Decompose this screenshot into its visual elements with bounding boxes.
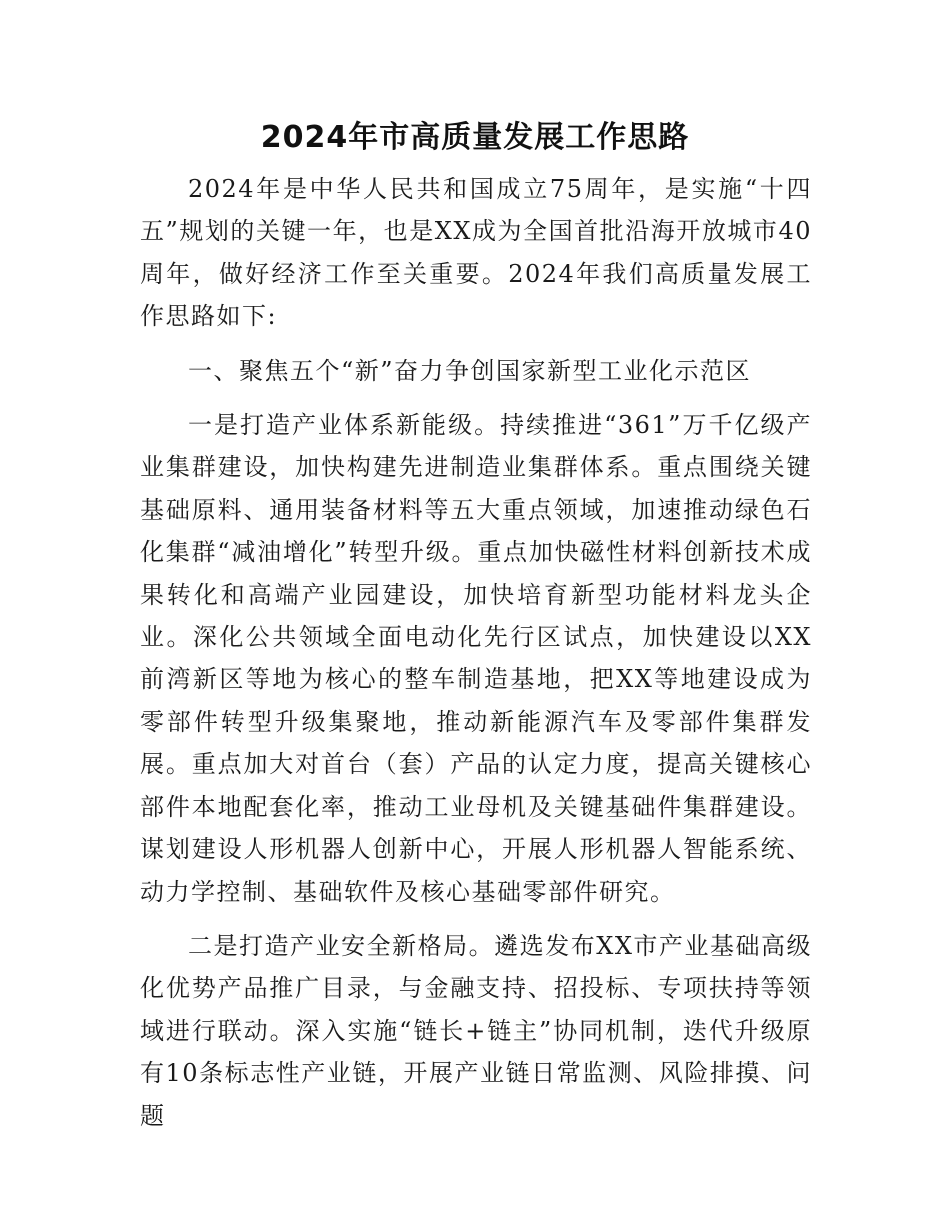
paragraph-industry-system: 一是打造产业体系新能级。持续推进“361”万千亿级产业集群建设，加快构建先进制造业集群体系。重点围绕关键基础原料、通用装备材料等五大重点领域，加速推动绿色石化集群“减油增化”转型升级。重点加快磁性材料创新技术成果转化和高端产业园建设，加快培育新型功能材料龙头企业。深化公共领域全面电动化先行区试点，加快建设以XX前湾新区等地为核心的整车制造基地，把XX等地建设成为零部件转型升级集聚地，推动新能源汽车及零部件集群发展。重点加大对首台（套）产品的认定力度，提高关键核心部件本地配套化率，推动工业母机及关键基础件集群建设。谋划建设人形机器人创新中心，开展人形机器人智能系统、动力学控制、基础软件及核心基础零部件研究。: [140, 411, 812, 906]
section-heading: 一、聚焦五个“新”奋力争创国家新型工业化示范区: [188, 356, 752, 385]
intro-paragraph: 2024年是中华人民共和国成立75周年，是实施“十四五”规划的关键一年，也是XX成为全国首批沿海开放城市40周年，做好经济工作至关重要。2024年我们高质量发展工作思路如下:: [140, 175, 812, 331]
document-body: [140, 168, 812, 1149]
paragraph-industry-security: 二是打造产业安全新格局。遴选发布XX市产业基础高级化优势产品推广目录，与金融支持、招投标、专项扶持等领域进行联动。深入实施“链长+链主”协同机制，迭代升级原有10条标志性产业链，开展产业链日常监测、风险排摸、问题: [140, 931, 812, 1130]
document-title: 2024年市高质量发展工作思路: [260, 120, 690, 155]
